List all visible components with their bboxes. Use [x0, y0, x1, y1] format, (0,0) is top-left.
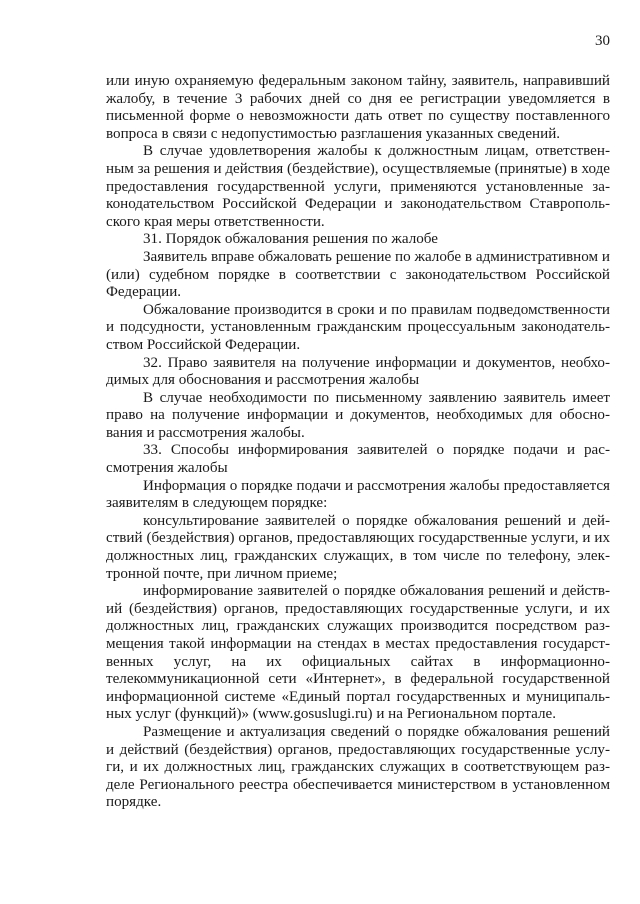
list-item-consulting: консультирование заявителей о порядке обжалования решений и действий (бездействия) органов, предоставляющих государственные услуги, и их должностных лиц, гражданских служащих, в том числе по телефону, электронной почте, при личном приеме; [106, 512, 610, 582]
document-body [106, 73, 610, 812]
section-heading-32: 32. Право заявителя на получение информации и документов, необходимых для обоснования и рассмотрения жалобы [106, 354, 610, 389]
section-heading-31: 31. Порядок обжалования решения по жалобе [143, 231, 438, 248]
paragraph-appeal-right: Заявитель вправе обжаловать решение по жалобе в административном и (или) судебном порядке в соответствии с законодательством Российской Федерации. [106, 248, 610, 301]
paragraph-continuation: или иную охраняемую федеральным законом тайну, заявитель, направивший жалобу, в течение 3 рабочих дней со дня ее регистрации уведомляется в письменной форме о невозможности дать ответ по существу поставленного вопроса в связи с недопустимостью разглашения указанных сведений. [106, 73, 610, 142]
section-heading-33: 33. Способы информирования заявителей о порядке подачи и рассмотрения жалобы [106, 442, 610, 477]
paragraph-appeal-terms: Обжалование производится в сроки и по правилам подведомственности и подсудности, установленным гражданским процессуальным законодательством Российской Федерации. [106, 301, 610, 353]
page-number: 30 [595, 33, 610, 49]
paragraph-liability: В случае удовлетворения жалобы к должностным лицам, ответственным за решения и действия (бездействие), осуществляемые (принятые) в ходе предоставления государственной услуги, применяются установленные законодательством Российской Федерации и законодательством Ставропольского края меры ответственности. [106, 143, 610, 230]
list-item-informing: информирование заявителей о порядке обжалования решений и действий (бездействия) органов, предоставляющих государственные услуги, и их должностных лиц, гражданских служащих производится посредством размещения такой информации на стендах в местах предоставления государственных услуг, на их официальных сайтах в информационно-телекоммуникационной сети «Интернет», в федеральной государственной информационной системе «Единый портал государственных и муниципальных услуг (функций)» (www.gosuslugi.ru) и на Региональном портале. [106, 583, 610, 723]
paragraph-info-right: В случае необходимости по письменному заявлению заявитель имеет право на получение информации и документов, необходимых для обоснования и рассмотрения жалобы. [106, 389, 610, 441]
paragraph-registry: Размещение и актуализация сведений о порядке обжалования решений и действий (бездействия) органов, предоставляющих государственные услуги, и их должностных лиц, гражданских служащих в соответствующем разделе Регионального реестра обеспечивается министерством в установленном порядке. [106, 723, 610, 811]
paragraph-info-order: Информация о порядке подачи и рассмотрения жалобы предоставляется заявителям в следующем порядке: [106, 477, 610, 512]
